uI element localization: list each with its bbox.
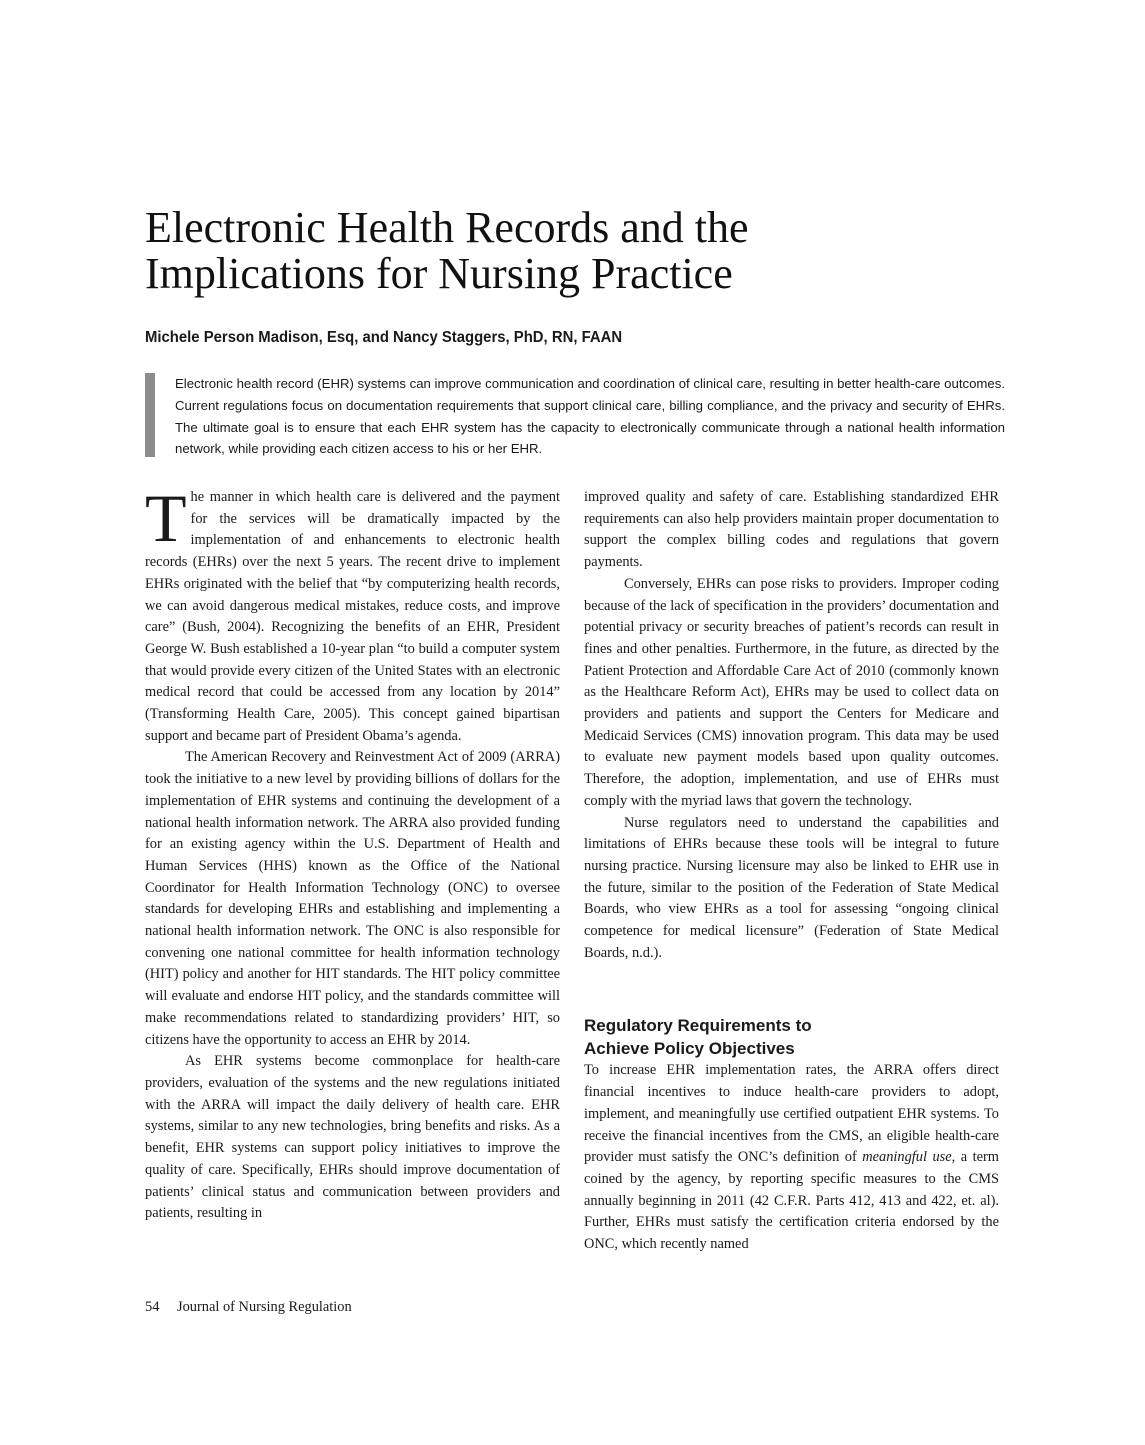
abstract: Electronic health record (EHR) systems can improve communication and coordination of clinical care, resulting in better health-care outcomes. Current regulations focus on documentation requirements that support clinical care, billing compliance, and the privacy and security of EHRs. The ultimate goal is to ensure that each EHR system has the capacity to electronically communicate through a national health information network, while providing each citizen access to his or her EHR. (175, 376, 1005, 457)
page-number: 54 (145, 1299, 160, 1315)
paragraph-7-text-a: To increase EHR implementation rates, the ARRA offers direct financial incentives to induce health-care providers to adopt, implement, and meaningfully use certified outpatient EHR systems. To receive the financial incentives from the CMS, an eligible health-care provider must satisfy the ONC’s definition of (584, 1062, 999, 1166)
drop-cap: T (145, 480, 187, 556)
abstract-accent-bar (145, 373, 155, 457)
article-title (145, 205, 1025, 297)
paragraph-7 (584, 1060, 999, 1255)
section-heading-line-1: Regulatory Requirements to (584, 1016, 812, 1036)
section-heading-line-2: Achieve Policy Objectives (584, 1039, 795, 1059)
paragraph-3: As EHR systems become commonplace for health-care providers, evaluation of the systems and the new regulations initiated with the ARRA will impact the daily delivery of health care. EHR systems, similar to any new technologies, bring benefits and risks. As a benefit, EHR systems can support policy initiatives to improve the quality of care. Specifically, EHRs should improve documentation of patients’ clinical status and communication between providers and patients, resulting in (145, 1053, 560, 1222)
journal-name: Journal of Nursing Regulation (177, 1299, 352, 1315)
section-heading (584, 1014, 999, 1060)
paragraph-4: improved quality and safety of care. Establishing standardized EHR requirements can also help providers maintain proper documentation to support the complex billing codes and regulations that govern payments. (584, 489, 999, 571)
paragraph-7-text-b: , a term coined by the agency, by reporting specific measures to the CMS annually beginning in 2011 (42 C.F.R. Parts 412, 413 and 422, et. al). Further, EHRs must satisfy the certification criteria endorsed by the ONC, which recently named (584, 1149, 999, 1253)
paragraph-5: Conversely, EHRs can pose risks to providers. Improper coding because of the lack of specification in the providers’ documentation and potential privacy or security breaches of patient’s records can result in fines and other penalties. Furthermore, in the future, as directed by the Patient Protection and Affordable Care Act of 2010 (commonly known as the Healthcare Reform Act), EHRs may be used to collect data on providers and patients and support the Centers for Medicare and Medicaid Services (CMS) innovation program. This data may be used to evaluate new payment models based upon quality outcomes. Therefore, the adoption, implementation, and use of EHRs must comply with the myriad laws that govern the technology. (584, 575, 999, 809)
paragraph-1-text: he manner in which health care is delivered and the payment for the services will be dramatically impacted by the implementation of and enhancements to electronic health records (EHRs) over the next 5 years. The recent drive to implement EHRs originated with the belief that “by computerizing health records, we can avoid dangerous medical mistakes, reduce costs, and improve care” (Bush, 2004). Recognizing the benefits of an EHR, President George W. Bush established a 10-year plan “to build a computer system that would provide every citizen of the United States with an electronic medical record that could be accessed from any location by 2014” (Transforming Health Care, 2005). This concept gained bipartisan support and became part of President Obama’s agenda. (145, 489, 560, 744)
paragraph-1 (145, 480, 560, 747)
author-byline: Michele Person Madison, Esq, and Nancy Staggers, PhD, RN, FAAN (145, 329, 623, 346)
paragraph-2: The American Recovery and Reinvestment Act of 2009 (ARRA) took the initiative to a new level by providing billions of dollars for the implementation of EHR systems and continuing the development of a national health information network. The ARRA also provided funding for an existing agency within the U.S. Department of Health and Human Services (HHS) known as the Office of the National Coordinator for Health Information Technology (ONC) to oversee standards for developing EHRs and establishing and implementing a national health information network. The ONC is also responsible for convening one national committee for health information technology (HIT) policy and another for HIT standards. The HIT policy committee will evaluate and endorse HIT policy, and the standards committee will make recommendations related to standardizing providers’ HIT, so citizens have the opportunity to access an EHR by 2014. (145, 749, 560, 1048)
title-line-1: Electronic Health Records and the (145, 203, 749, 252)
paragraph-6: Nurse regulators need to understand the capabilities and limitations of EHRs because these tools will be integral to future nursing practice. Nursing licensure may also be linked to EHR use in the future, similar to the position of the Federation of State Medical Boards, who view EHRs as a tool for assessing “ongoing clinical competence for medical licensure” (Federation of State Medical Boards, n.d.). (584, 814, 999, 961)
title-line-2: Implications for Nursing Practice (145, 249, 733, 298)
page-footer (145, 1297, 352, 1317)
left-column (145, 480, 560, 1225)
right-column (584, 487, 999, 1256)
paragraph-7-emphasis: meaningful use (862, 1149, 952, 1166)
